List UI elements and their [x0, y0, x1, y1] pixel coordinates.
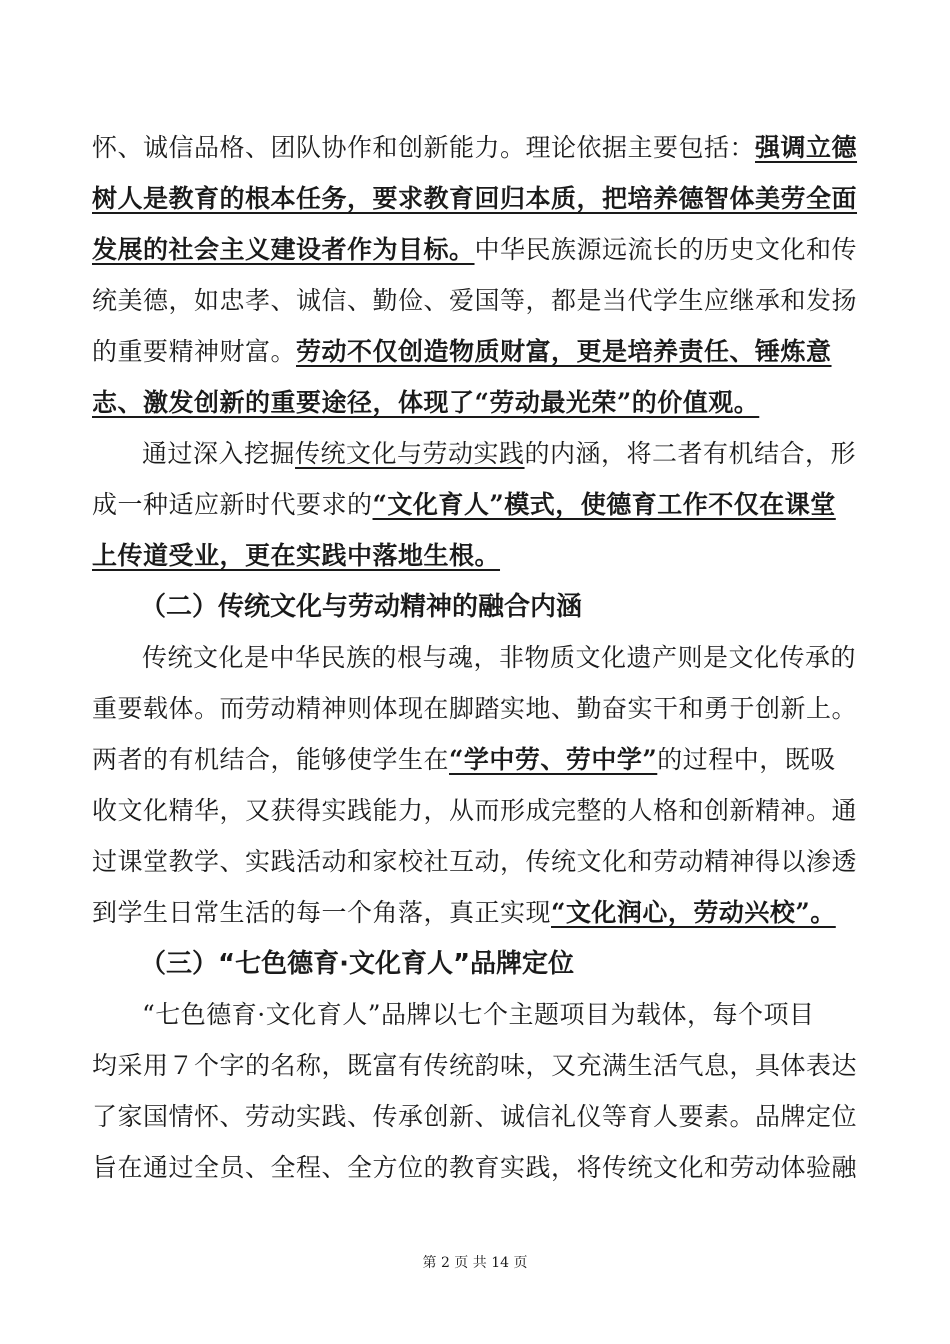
- text-run: 的内涵，将二者有机结合，形: [524, 439, 857, 468]
- emphasis-text: “学中劳、劳中学”: [449, 745, 658, 774]
- body-line: [92, 845, 862, 879]
- body-line: [92, 284, 862, 318]
- body-line: [142, 437, 862, 471]
- text-run: 传统文化是中华民族的根与魂，非物质文化遗产则是文化传承的: [142, 643, 857, 672]
- body-line: [92, 539, 862, 573]
- body-line: [92, 386, 862, 420]
- text-run: 成一种适应新时代要求的: [92, 490, 373, 519]
- body-line: [92, 794, 862, 828]
- emphasis-text: “文化润心，劳动兴校”。: [551, 898, 836, 927]
- emphasis-text: 上传道受业，更在实践中落地生根。: [92, 541, 501, 570]
- text-run: 中华民族源远流长的历史文化和传: [474, 235, 858, 264]
- emphasis-text: 发展的社会主义建设者作为目标。: [92, 235, 475, 264]
- text-run: 两者的有机结合，能够使学生在: [92, 745, 450, 774]
- text-run: 均采用７个字的名称，既富有传统韵味，又充满生活气息，具体表达: [92, 1051, 858, 1080]
- text-run: 的重要精神财富。: [92, 337, 297, 366]
- body-line: [142, 998, 862, 1032]
- body-line: [92, 743, 862, 777]
- body-line: [92, 1151, 862, 1185]
- text-run: 过课堂教学、实践活动和家校社互动，传统文化和劳动精神得以渗透: [92, 847, 858, 876]
- emphasis-text: 传统文化与劳动实践: [295, 439, 525, 468]
- emphasis-text: 树人是教育的根本任务，要求教育回归本质，把培养德智体美劳全面: [92, 184, 858, 213]
- body-line: [92, 233, 862, 267]
- body-line: [142, 641, 862, 675]
- emphasis-text: 劳动不仅创造物质财富，更是培养责任、锤炼意: [296, 337, 832, 366]
- body-line: [92, 1100, 862, 1134]
- text-run: 了家国情怀、劳动实践、传承创新、诚信礼仪等育人要素。品牌定位: [92, 1102, 858, 1131]
- emphasis-text: 志、激发创新的重要途径，体现了“劳动最光荣”的价值观。: [92, 388, 760, 417]
- body-line: [92, 182, 862, 216]
- text-run: 旨在通过全员、全程、全方位的教育实践，将传统文化和劳动体验融: [92, 1153, 858, 1182]
- text-run: 通过深入挖掘: [142, 439, 296, 468]
- page-footer: 第 2 页 共 14 页: [422, 1255, 528, 1271]
- text-run: 怀、诚信品格、团队协作和创新能力。理论依据主要包括：: [92, 133, 756, 162]
- section-heading: （二）传统文化与劳动精神的融合内涵: [140, 592, 583, 622]
- body-line: [92, 692, 862, 726]
- emphasis-text: 强调立德: [755, 133, 858, 162]
- text-run: 收文化精华，又获得实践能力，从而形成完整的人格和创新精神。通: [92, 796, 858, 825]
- text-run: 到学生日常生活的每一个角落，真正实现: [92, 898, 552, 927]
- emphasis-text: “文化育人”模式，使德育工作不仅在课堂: [372, 490, 836, 519]
- section-heading: （三）“七色德育·文化育人”品牌定位: [140, 949, 575, 979]
- body-line: [92, 335, 862, 369]
- body-line: [92, 896, 862, 930]
- text-run: 的过程中，既吸: [657, 745, 836, 774]
- body-line: [92, 131, 862, 165]
- text-run: 统美德，如忠孝、诚信、勤俭、爱国等，都是当代学生应继承和发扬: [92, 286, 858, 315]
- text-run: 重要载体。而劳动精神则体现在脚踏实地、勤奋实干和勇于创新上。: [92, 694, 858, 723]
- text-run: “七色德育·文化育人”品牌以七个主题项目为载体，每个项目: [142, 1000, 815, 1029]
- body-line: [92, 1049, 862, 1083]
- body-line: [92, 488, 862, 522]
